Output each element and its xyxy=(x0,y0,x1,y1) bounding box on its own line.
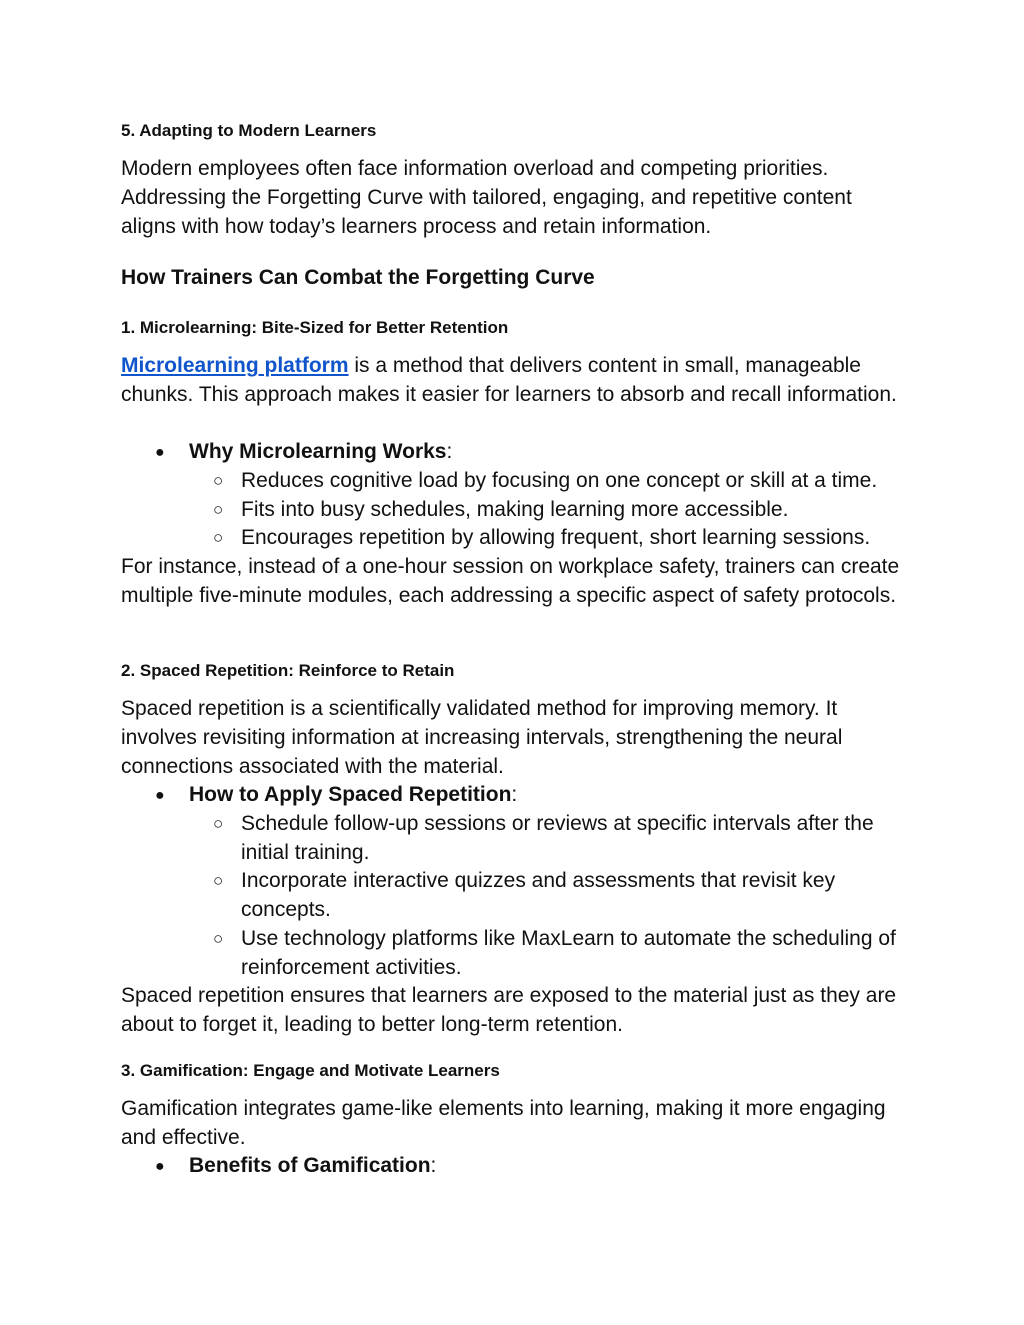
circle-bullet-icon: ○ xyxy=(213,814,224,833)
section-5-body: Modern employees often face information overload and competing priorities. Addressing the Forgetting Curve with tailored, engaging, and repetitive content aligns with how today’s learners process and retain information. xyxy=(121,157,852,238)
circle-bullet-icon: ○ xyxy=(213,528,224,547)
spaced-repetition-intro: Spaced repetition is a scientifically validated method for improving memory. It involves revisiting information at increasing intervals, strengthening the neural connections associated with the material. xyxy=(121,697,843,778)
microlearning-intro xyxy=(121,352,911,410)
list-item: ● Benefits of Gamification: xyxy=(181,1152,436,1182)
section-5-heading: 5. Adapting to Modern Learners xyxy=(121,121,377,140)
main-heading: How Trainers Can Combat the Forgetting Curve xyxy=(121,266,595,289)
bullet-icon: ● xyxy=(155,1158,165,1175)
list-item: ○ Incorporate interactive quizzes and assessments that revisit key concepts. xyxy=(213,869,836,921)
microlearning-intro-text: is a method that delivers content in small, manageable chunks. This approach makes it easier for learners to absorb and recall information. xyxy=(121,354,897,406)
bullet-label: How to Apply Spaced Repetition xyxy=(189,783,512,806)
microlearning-heading: 1. Microlearning: Bite-Sized for Better Retention xyxy=(121,318,509,337)
spaced-repetition-outro: Spaced repetition ensures that learners are exposed to the material just as they are about to forget it, leading to better long-term retention. xyxy=(121,984,897,1036)
gamification-heading: 3. Gamification: Engage and Motivate Learners xyxy=(121,1061,500,1080)
list-item: ○ Schedule follow-up sessions or reviews at specific intervals after the initial training. xyxy=(213,812,874,864)
list-item: ● Why Microlearning Works: xyxy=(181,438,452,468)
spaced-repetition-heading: 2. Spaced Repetition: Reinforce to Retain xyxy=(121,661,455,680)
circle-bullet-icon: ○ xyxy=(213,471,224,490)
bullet-label: Why Microlearning Works xyxy=(189,440,447,463)
circle-bullet-icon: ○ xyxy=(213,929,224,948)
microlearning-platform-link[interactable]: Microlearning platform xyxy=(121,354,349,377)
bullet-icon: ● xyxy=(155,444,165,461)
list-item: ○ Reduces cognitive load by focusing on one concept or skill at a time. xyxy=(241,467,911,496)
list-item: ○ Use technology platforms like MaxLearn to automate the scheduling of reinforcement activities. xyxy=(213,927,896,979)
bullet-label: Benefits of Gamification xyxy=(189,1154,431,1177)
circle-bullet-icon: ○ xyxy=(213,871,224,890)
list-item: ○ Fits into busy schedules, making learning more accessible. xyxy=(241,496,911,525)
gamification-intro: Gamification integrates game-like elements into learning, making it more engaging and effective. xyxy=(121,1097,886,1149)
bullet-icon: ● xyxy=(155,787,165,804)
list-item: ○ Encourages repetition by allowing frequent, short learning sessions. xyxy=(241,524,911,553)
list-item: ● How to Apply Spaced Repetition: xyxy=(181,781,517,811)
circle-bullet-icon: ○ xyxy=(213,500,224,519)
microlearning-outro: For instance, instead of a one-hour session on workplace safety, trainers can create multiple five-minute modules, each addressing a specific aspect of safety protocols. xyxy=(121,555,900,607)
